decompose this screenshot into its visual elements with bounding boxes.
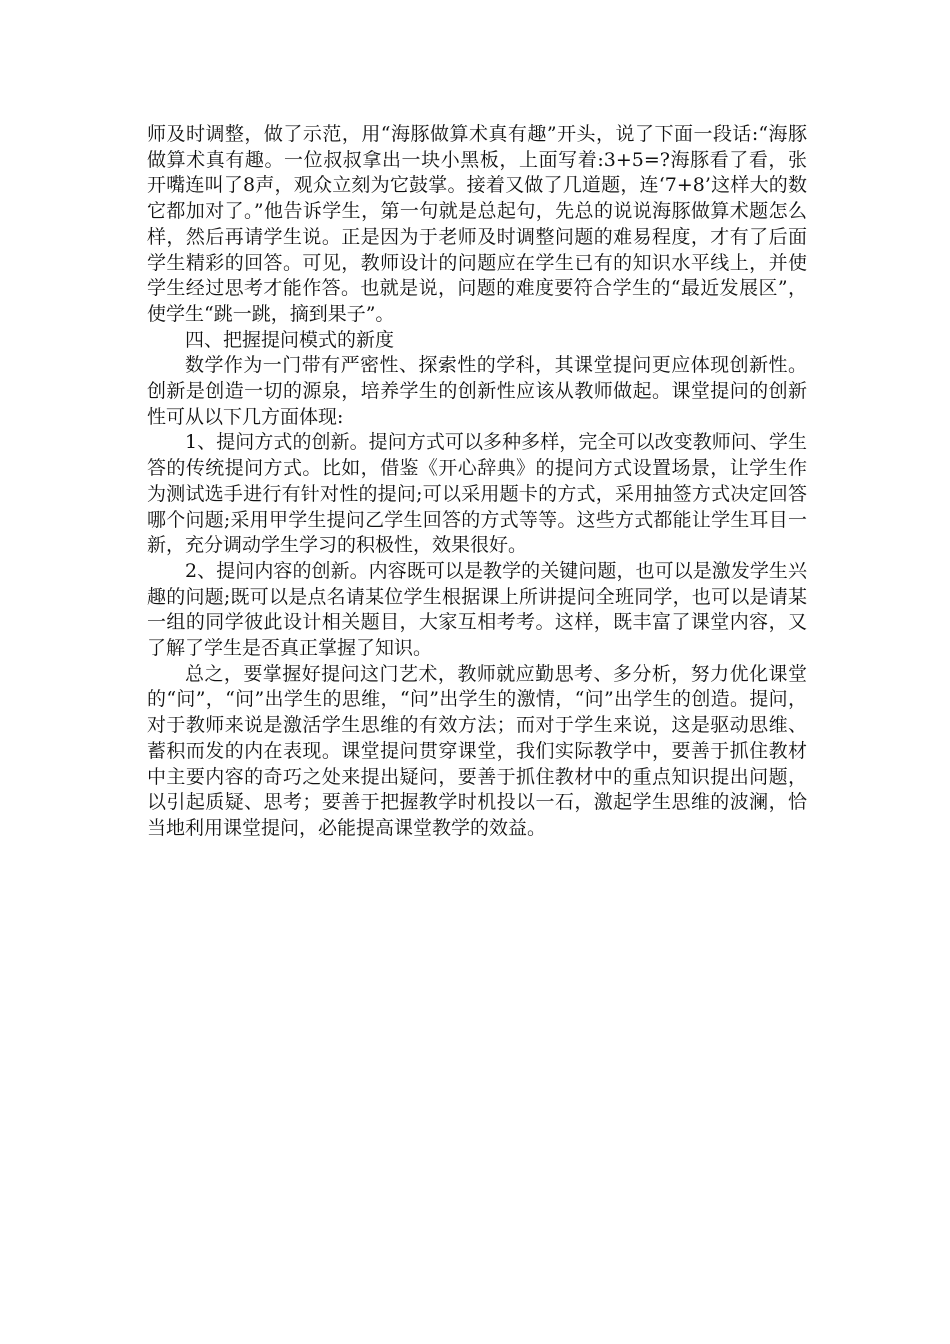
paragraph-point-2: 2、提问内容的创新。内容既可以是教学的关键问题，也可以是激发学生兴趣的问题;既可以是点名请某位学生根据课上所讲提问全班同学，也可以是请某一组的同学彼此设计相关题目，大家互相考考。这样，既丰富了课堂内容，又了解了学生是否真正掌握了知识。: [147, 559, 807, 660]
body-text: [147, 122, 807, 842]
paragraph-point-1: 1、提问方式的创新。提问方式可以多种多样，完全可以改变教师问、学生答的传统提问方式。比如，借鉴《开心辞典》的提问方式设置场景，让学生作为测试选手进行有针对性的提问;可以采用题卡的方式，采用抽签方式决定回答哪个问题;采用甲学生提问乙学生回答的方式等等。这些方式都能让学生耳目一新，充分调动学生学习的积极性，效果很好。: [147, 431, 807, 557]
paragraph-continuation: 师及时调整，做了示范，用“海豚做算术真有趣”开头，说了下面一段话:“海豚做算术真有趣。一位叔叔拿出一块小黑板，上面写着:3+5=?海豚看了看，张开嘴连叫了8声，观众立刻为它鼓掌。接着又做了几道题，连‘7+8’这样大的数它都加对了。”他告诉学生，第一句就是总起句，先总的说说海豚做算术题怎么样，然后再请学生说。正是因为于老师及时调整问题的难易程度，才有了后面学生精彩的回答。可见，教师设计的问题应在学生已有的知识水平线上，并使学生经过思考才能作答。也就是说，问题的难度要符合学生的“最近发展区”，使学生“跳一跳，摘到果子”。: [147, 123, 807, 325]
paragraph-conclusion: 总之，要掌握好提问这门艺术，教师就应勤思考、多分析，努力优化课堂的“问”，“问”出学生的思维，“问”出学生的激情，“问”出学生的创造。提问，对于教师来说是激活学生思维的有效方法；而对于学生来说，这是驱动思维、蓄积而发的内在表现。课堂提问贯穿课堂，我们实际教学中，要善于抓住教材中主要内容的奇巧之处来提出疑问，要善于抓住教材中的重点知识提出问题，以引起质疑、思考；要善于把握教学时机投以一石，激起学生思维的波澜，恰当地利用课堂提问，必能提高课堂教学的效益。: [147, 662, 807, 839]
section-heading: 四、把握提问模式的新度: [185, 328, 395, 351]
paragraph-intro: 数学作为一门带有严密性、探索性的学科，其课堂提问更应体现创新性。创新是创造一切的源泉，培养学生的创新性应该从教师做起。课堂提问的创新性可从以下几方面体现:: [147, 354, 807, 428]
